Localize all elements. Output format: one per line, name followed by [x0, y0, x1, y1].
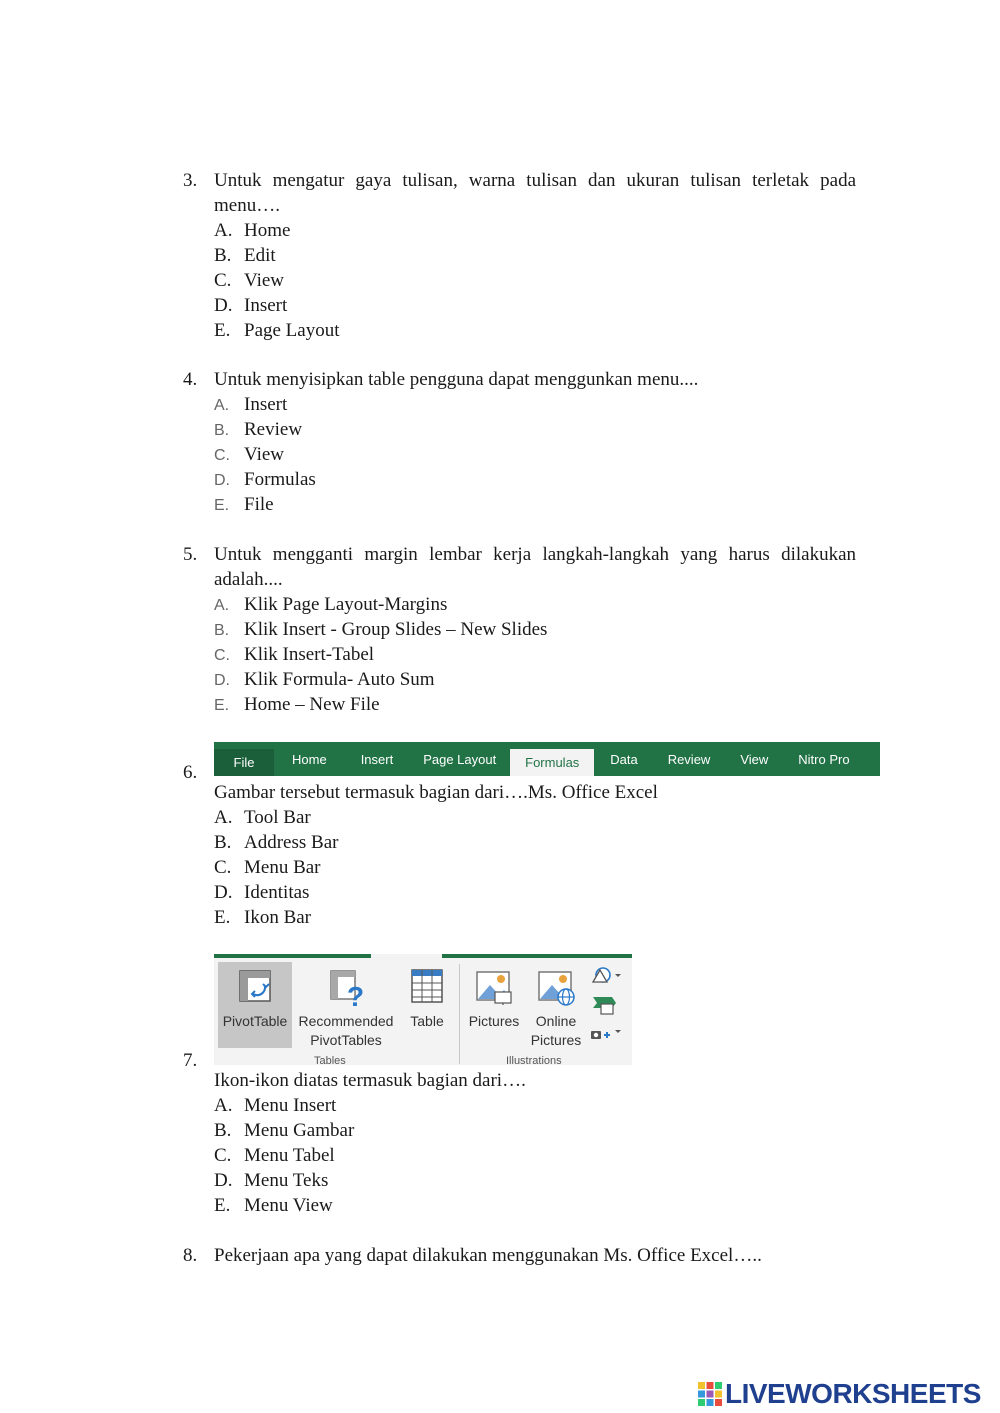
option-a[interactable]: A. Menu Insert	[214, 1095, 337, 1116]
question-number: 3.	[183, 170, 198, 191]
tab-review[interactable]: Review	[667, 751, 711, 767]
question-stem: Ikon-ikon diatas termasuk bagian dari….	[214, 1070, 526, 1091]
option-e[interactable]: E. Ikon Bar	[214, 907, 312, 928]
option-d[interactable]: D. Formulas	[214, 469, 316, 490]
online-pictures-icon	[536, 966, 576, 1006]
liveworksheets-logo-icon	[697, 1381, 723, 1407]
pictures-icon	[474, 966, 514, 1006]
svg-text:?: ?	[347, 981, 365, 1008]
recommended-pivottables-icon	[327, 968, 365, 1008]
option-c[interactable]: C. Klik Insert-Tabel	[214, 644, 375, 665]
options-list	[214, 392, 856, 517]
group-separator	[459, 964, 460, 1064]
option-a[interactable]: A. Klik Page Layout-Margins	[214, 594, 448, 615]
option-a[interactable]: A. Insert	[214, 394, 288, 415]
recommended-pivottables-button[interactable]	[294, 962, 398, 1050]
question-stem: Untuk mengganti margin lembar kerja langkah-langkah yang harus dilakukan adalah....	[214, 544, 856, 590]
tab-formulas[interactable]: Formulas	[510, 749, 594, 776]
option-b[interactable]: B. Review	[214, 419, 303, 440]
online-pictures-button[interactable]	[526, 962, 586, 1050]
question-7	[183, 1068, 856, 1218]
question-8	[183, 1243, 856, 1268]
group-label-illustrations: Illustrations	[506, 1055, 562, 1065]
question-stem: Untuk menyisipkan table pengguna dapat menggunkan menu....	[214, 369, 699, 390]
tab-insert[interactable]: Insert	[360, 751, 394, 767]
option-e[interactable]: E. Menu View	[214, 1195, 333, 1216]
question-number: 6.	[183, 762, 198, 783]
option-c[interactable]: C. View	[214, 270, 285, 291]
question-number: 5.	[183, 544, 198, 565]
recommended-label-line2: PivotTables	[310, 1032, 382, 1048]
tab-file[interactable]: File	[214, 749, 274, 776]
pivottable-label: PivotTable	[222, 1013, 288, 1029]
excel-insert-panel	[214, 954, 632, 1065]
options-list	[214, 592, 856, 717]
tab-page-layout[interactable]: Page Layout	[423, 751, 497, 767]
option-d[interactable]: D. Identitas	[214, 882, 310, 903]
liveworksheets-logo-text: LIVEWORKSHEETS	[725, 1378, 981, 1409]
question-stem: Gambar tersebut termasuk bagian dari….Ms. Office Excel	[214, 782, 658, 803]
option-a[interactable]: A. Home	[214, 220, 291, 241]
group-label-tables: Tables	[314, 1055, 346, 1065]
pictures-button[interactable]	[464, 962, 524, 1031]
question-3	[183, 168, 856, 343]
shapes-icon	[587, 964, 623, 988]
question-number: 8.	[183, 1245, 198, 1266]
question-stem: Untuk mengatur gaya tulisan, warna tulisan dan ukuran tulisan terletak pada menu….	[214, 170, 856, 216]
question-4	[183, 367, 856, 517]
question-number: 4.	[183, 369, 198, 390]
pictures-label: Pictures	[468, 1013, 520, 1029]
tab-home[interactable]: Home	[292, 751, 327, 767]
option-e[interactable]: E. Page Layout	[214, 320, 340, 341]
table-icon	[409, 966, 445, 1006]
screenshot-icon	[587, 1024, 623, 1044]
table-label: Table	[410, 1013, 444, 1029]
option-b[interactable]: B. Klik Insert - Group Slides – New Slides	[214, 619, 548, 640]
tab-nitro-pro[interactable]: Nitro Pro	[798, 751, 850, 767]
options-list	[214, 218, 856, 343]
option-e[interactable]: E. Home – New File	[214, 694, 380, 715]
online-label-line2: Pictures	[530, 1032, 582, 1048]
online-label-line1: Online	[535, 1013, 577, 1029]
question-number: 7.	[183, 1050, 198, 1071]
question-6	[183, 780, 856, 930]
option-d[interactable]: D. Klik Formula- Auto Sum	[214, 669, 435, 690]
screenshot-button[interactable]	[586, 1024, 624, 1044]
option-a[interactable]: A. Tool Bar	[214, 807, 311, 828]
option-c[interactable]: C. Menu Tabel	[214, 1145, 335, 1166]
pivottable-button[interactable]	[218, 962, 292, 1048]
option-b[interactable]: B. Menu Gambar	[214, 1120, 355, 1141]
option-b[interactable]: B. Edit	[214, 245, 276, 266]
pivottable-icon	[237, 968, 273, 1006]
table-button[interactable]	[400, 962, 454, 1031]
tab-data[interactable]: Data	[610, 751, 638, 767]
option-c[interactable]: C. Menu Bar	[214, 857, 321, 878]
option-b[interactable]: B. Address Bar	[214, 832, 339, 853]
option-e[interactable]: E. File	[214, 494, 274, 515]
tab-view[interactable]: View	[740, 751, 769, 767]
liveworksheets-logo	[697, 1378, 981, 1410]
shapes-button[interactable]	[586, 964, 624, 988]
excel-ribbon-tabs	[214, 742, 880, 776]
smartart-button[interactable]	[586, 992, 624, 1016]
option-d[interactable]: D. Insert	[214, 295, 288, 316]
ribbon-accent-line	[214, 954, 371, 958]
ribbon-accent-line	[442, 954, 632, 958]
smartart-icon	[590, 992, 620, 1016]
recommended-label-line1: Recommended	[298, 1013, 394, 1029]
options-list	[214, 1093, 856, 1218]
option-c[interactable]: C. View	[214, 444, 285, 465]
question-stem: Pekerjaan apa yang dapat dilakukan menggunakan Ms. Office Excel…..	[214, 1245, 762, 1266]
question-5	[183, 542, 856, 717]
options-list	[214, 805, 856, 930]
option-d[interactable]: D. Menu Teks	[214, 1170, 329, 1191]
